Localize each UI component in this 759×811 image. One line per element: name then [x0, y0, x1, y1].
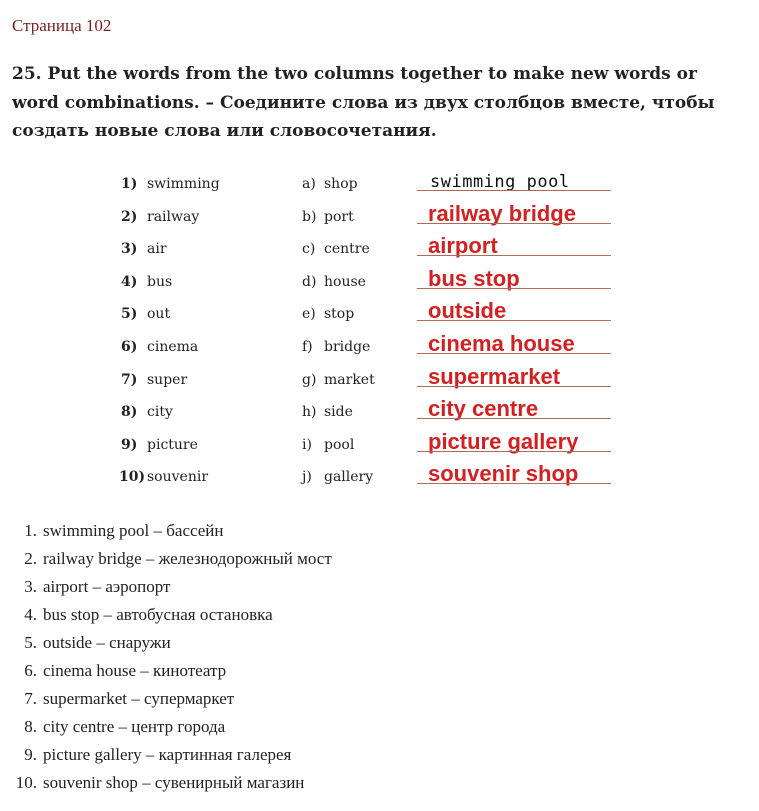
answer-text: picture gallery	[428, 428, 579, 454]
list-number: 10.	[15, 773, 37, 792]
exercise-row	[0, 265, 759, 292]
answer-line	[417, 255, 611, 256]
left-word: swimming	[147, 176, 220, 192]
list-text: picture gallery – картинная галерея	[43, 745, 292, 764]
answer-line	[417, 483, 611, 484]
right-letter: d)	[302, 273, 317, 290]
exercise-table	[0, 170, 759, 500]
answer-line	[417, 353, 611, 354]
exercise-row	[0, 333, 759, 357]
left-word: bus	[147, 273, 173, 290]
list-text: supermarket – супермаркет	[43, 689, 235, 708]
left-number: 9)	[121, 436, 138, 453]
left-number: 3)	[121, 241, 138, 258]
left-number: 4)	[121, 273, 138, 290]
left-word: picture	[147, 436, 198, 453]
answer-text: swimming pool	[430, 172, 570, 192]
answer-line	[417, 451, 611, 452]
list-text: bus stop – автобусная остановка	[43, 605, 273, 624]
answer-text: outside	[428, 298, 507, 324]
list-number: 4.	[24, 605, 37, 624]
left-word: super	[147, 371, 188, 388]
answer-text: railway bridge	[428, 200, 576, 226]
left-number: 8)	[121, 404, 138, 421]
left-word: railway	[147, 208, 200, 225]
right-word: port	[324, 208, 354, 225]
list-text: cinema house – кинотеатр	[43, 661, 227, 680]
answer-text: city centre	[428, 396, 539, 422]
list-number: 6.	[24, 661, 37, 680]
answer-line	[417, 190, 611, 191]
list-item	[0, 741, 759, 769]
left-number: 2)	[121, 208, 138, 225]
list-text: city centre – центр города	[43, 717, 226, 736]
right-letter: g)	[302, 371, 317, 388]
list-text: railway bridge – железнодорожный мост	[43, 549, 332, 568]
translations-list	[0, 517, 759, 797]
list-item	[0, 685, 759, 713]
list-text: swimming pool – бассейн	[43, 521, 224, 540]
right-letter: j)	[302, 469, 312, 486]
left-word: souvenir	[147, 469, 209, 486]
right-word: side	[324, 404, 353, 421]
list-item	[0, 713, 759, 741]
right-letter: i)	[302, 436, 312, 453]
list-item	[0, 517, 759, 545]
exercise-row	[0, 200, 759, 227]
left-word: cinema	[147, 339, 199, 355]
answer-text: airport	[428, 233, 498, 259]
left-number: 10)	[119, 469, 146, 486]
right-word: pool	[324, 436, 355, 453]
right-word: stop	[324, 306, 355, 323]
list-text: airport – аэропорт	[43, 577, 171, 596]
list-number: 5.	[24, 633, 37, 652]
left-number: 6)	[121, 339, 138, 355]
list-item	[0, 657, 759, 685]
list-number: 7.	[24, 689, 37, 708]
exercise-row	[0, 398, 759, 422]
answer-line	[417, 386, 611, 387]
right-word: shop	[324, 176, 358, 192]
list-item	[0, 573, 759, 601]
list-number: 1.	[24, 521, 37, 540]
answer-line	[417, 288, 611, 289]
list-text: souvenir shop – сувенирный магазин	[43, 773, 305, 792]
list-item	[0, 629, 759, 657]
left-number: 7)	[121, 371, 138, 388]
list-item	[0, 769, 759, 797]
answer-text: cinema house	[428, 331, 575, 356]
left-word: air	[147, 241, 167, 258]
right-letter: h)	[302, 404, 317, 421]
exercise-row	[0, 235, 759, 259]
right-letter: e)	[302, 306, 316, 323]
exercise-row	[0, 170, 759, 194]
exercise-row	[0, 463, 759, 487]
task-instructions: 25. Put the words from the two columns together to make new words or word combinations. – Соедините слова из двух столбцов вместе, чтобы создать новые слова или словосочетания.	[12, 64, 715, 141]
exercise-row	[0, 428, 759, 455]
right-word: gallery	[324, 469, 374, 486]
answer-text: supermarket	[428, 363, 561, 389]
left-number: 5)	[121, 306, 138, 323]
list-number: 9.	[24, 745, 37, 764]
list-item	[0, 545, 759, 573]
right-letter: b)	[302, 208, 317, 225]
left-word: city	[147, 404, 173, 421]
answer-text: bus stop	[428, 265, 520, 291]
answer-line	[417, 418, 611, 419]
right-word: market	[324, 371, 375, 388]
page-title: Страница 102	[12, 16, 112, 35]
list-text: outside – снаружи	[43, 633, 171, 652]
list-number: 2.	[24, 549, 37, 568]
list-number: 8.	[24, 717, 37, 736]
right-letter: f)	[302, 339, 313, 355]
right-word: centre	[324, 241, 370, 258]
right-letter: a)	[302, 176, 316, 192]
answer-line	[417, 320, 611, 321]
list-item	[0, 601, 759, 629]
answer-line	[417, 223, 611, 224]
exercise-row	[0, 300, 759, 324]
left-word: out	[147, 306, 171, 323]
right-letter: c)	[302, 241, 316, 258]
exercise-row	[0, 363, 759, 390]
left-number: 1)	[121, 176, 138, 192]
right-word: bridge	[324, 339, 371, 355]
right-word: house	[324, 273, 366, 290]
list-number: 3.	[24, 577, 37, 596]
answer-text: souvenir shop	[428, 461, 579, 487]
